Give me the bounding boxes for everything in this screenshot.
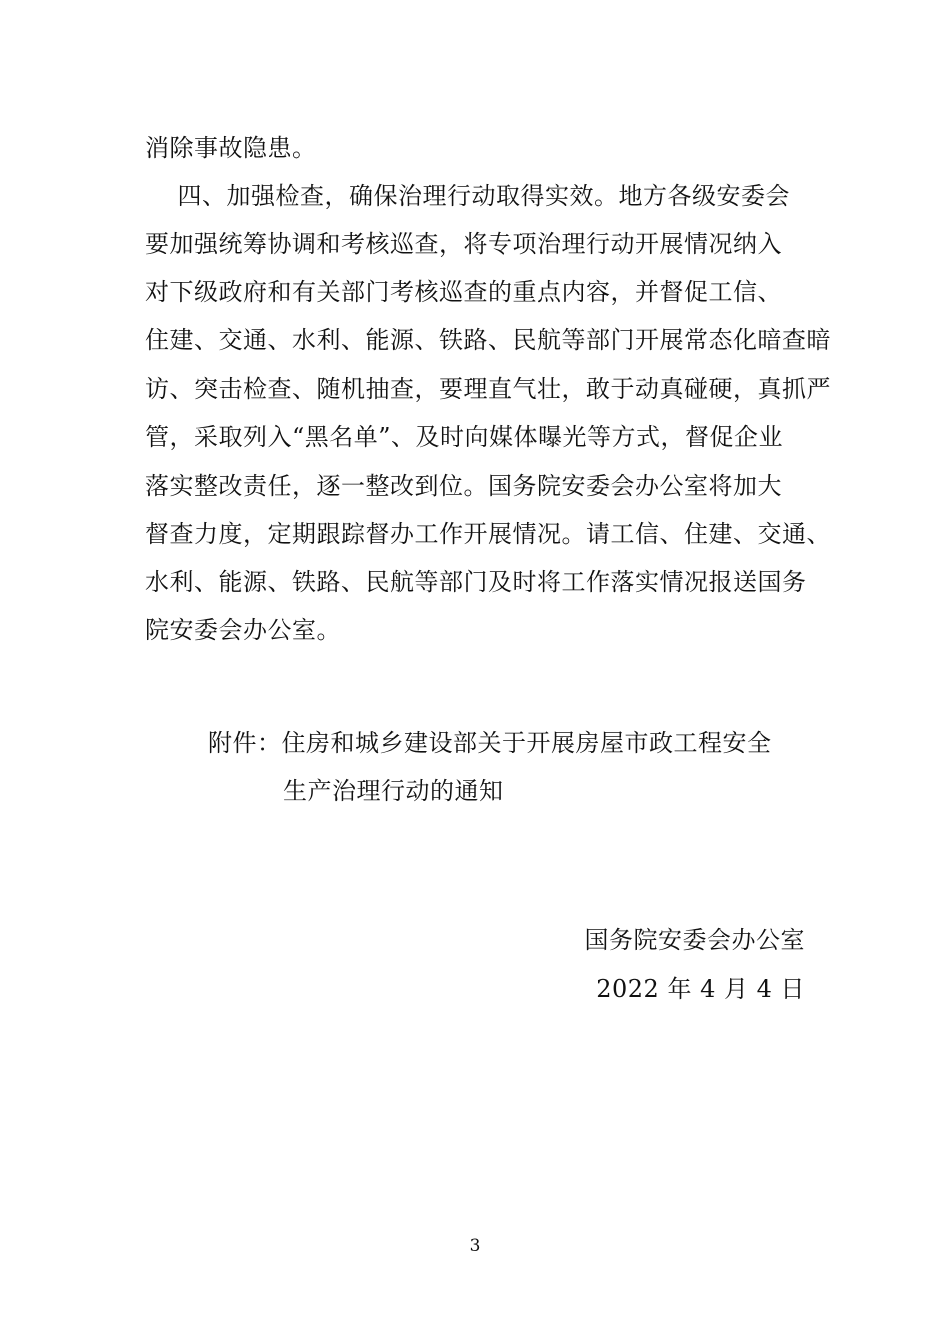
issuing-office: 国务院安委会办公室 — [584, 926, 805, 954]
body-line-4: 对下级政府和有关部门考核巡查的重点内容，并督促工信、 — [145, 278, 782, 306]
body-line-7: 管，采取列入“黑名单”、及时向媒体曝光等方式，督促企业 — [145, 423, 784, 451]
page-number: 3 — [469, 1236, 481, 1256]
body-line-5: 住建、交通、水利、能源、铁路、民航等部门开展常态化暗查暗 — [145, 326, 831, 354]
attachment-continuation: 生产治理行动的通知 — [283, 777, 504, 805]
issue-date: 2022 年 4 月 4 日 — [596, 975, 805, 1003]
body-line-11: 院安委会办公室。 — [145, 616, 341, 644]
body-line-10: 水利、能源、铁路、民航等部门及时将工作落实情况报送国务 — [145, 568, 807, 596]
body-line-9: 督查力度，定期跟踪督办工作开展情况。请工信、住建、交通、 — [145, 520, 831, 548]
body-line-1: 消除事故隐患。 — [145, 134, 317, 162]
attachment-line: 附件：住房和城乡建设部关于开展房屋市政工程安全 — [208, 729, 772, 757]
body-line-8: 落实整改责任，逐一整改到位。国务院安委会办公室将加大 — [145, 472, 782, 500]
body-line-3: 要加强统筹协调和考核巡查，将专项治理行动开展情况纳入 — [145, 230, 782, 258]
body-line-2: 四、加强检查，确保治理行动取得实效。地方各级安委会 — [145, 182, 791, 210]
body-line-6: 访、突击检查、随机抽查，要理直气壮，敢于动真碰硬，真抓严 — [145, 375, 831, 403]
